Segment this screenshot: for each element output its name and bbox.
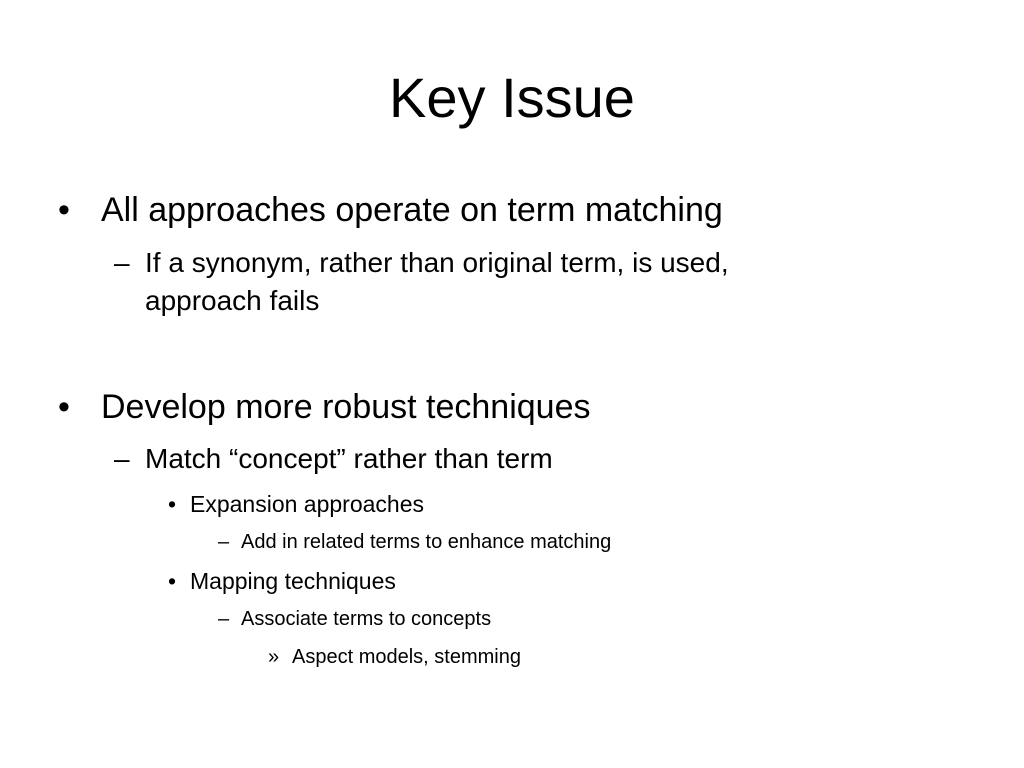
bullet-marker: • (58, 388, 70, 426)
sub-bullet-text: Match “concept” rather than term (145, 443, 553, 474)
bullet-marker: • (168, 568, 177, 594)
slide-title: Key Issue (389, 66, 635, 129)
level3-bullet-text: Expansion approaches (190, 491, 424, 517)
sub-bullet-text-line1: If a synonym, rather than original term, is used, (145, 247, 729, 278)
bullet-marker: • (168, 491, 177, 517)
sub-bullet-text-line2: approach fails (145, 285, 320, 316)
level4-bullet-text: Add in related terms to enhance matching (241, 531, 612, 553)
guillemet-marker: » (268, 646, 280, 668)
bullet-text: Develop more robust techniques (101, 388, 591, 426)
level4-bullet-text: Associate terms to concepts (241, 608, 492, 630)
level5-bullet-text: Aspect models, stemming (292, 646, 521, 668)
bullet-text: All approaches operate on term matching (101, 191, 723, 229)
dash-marker: – (218, 608, 230, 630)
level3-bullet-text: Mapping techniques (190, 568, 396, 594)
dash-marker: – (218, 531, 230, 553)
dash-marker: – (114, 247, 130, 278)
bullet-marker: • (58, 191, 70, 229)
dash-marker: – (114, 443, 130, 474)
